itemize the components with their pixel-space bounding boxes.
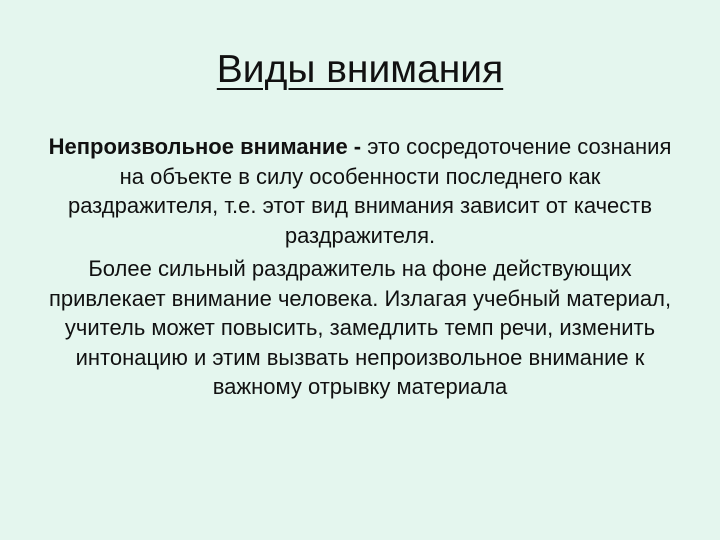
slide-title: [0, 46, 720, 94]
definition-text: это сосредоточение сознания на объекте в силу особенности последнего как раздражителя, т.е. этот вид внимания зависит от качеств раздражителя.: [67, 134, 672, 248]
definition-term: Непроизвольное внимание -: [48, 134, 362, 159]
example-paragraph: Более сильный раздражитель на фоне действующих привлекает внимание человека. Излагая учебный материал, учитель может повысить, замедлить темп речи, изменить интонацию и этим вызвать непроизвольное внимание к важному отрывку материала: [48, 256, 672, 399]
slide-body: [48, 132, 672, 402]
definition-paragraph: [48, 132, 672, 250]
slide-title-text: Виды внимания: [216, 48, 504, 91]
